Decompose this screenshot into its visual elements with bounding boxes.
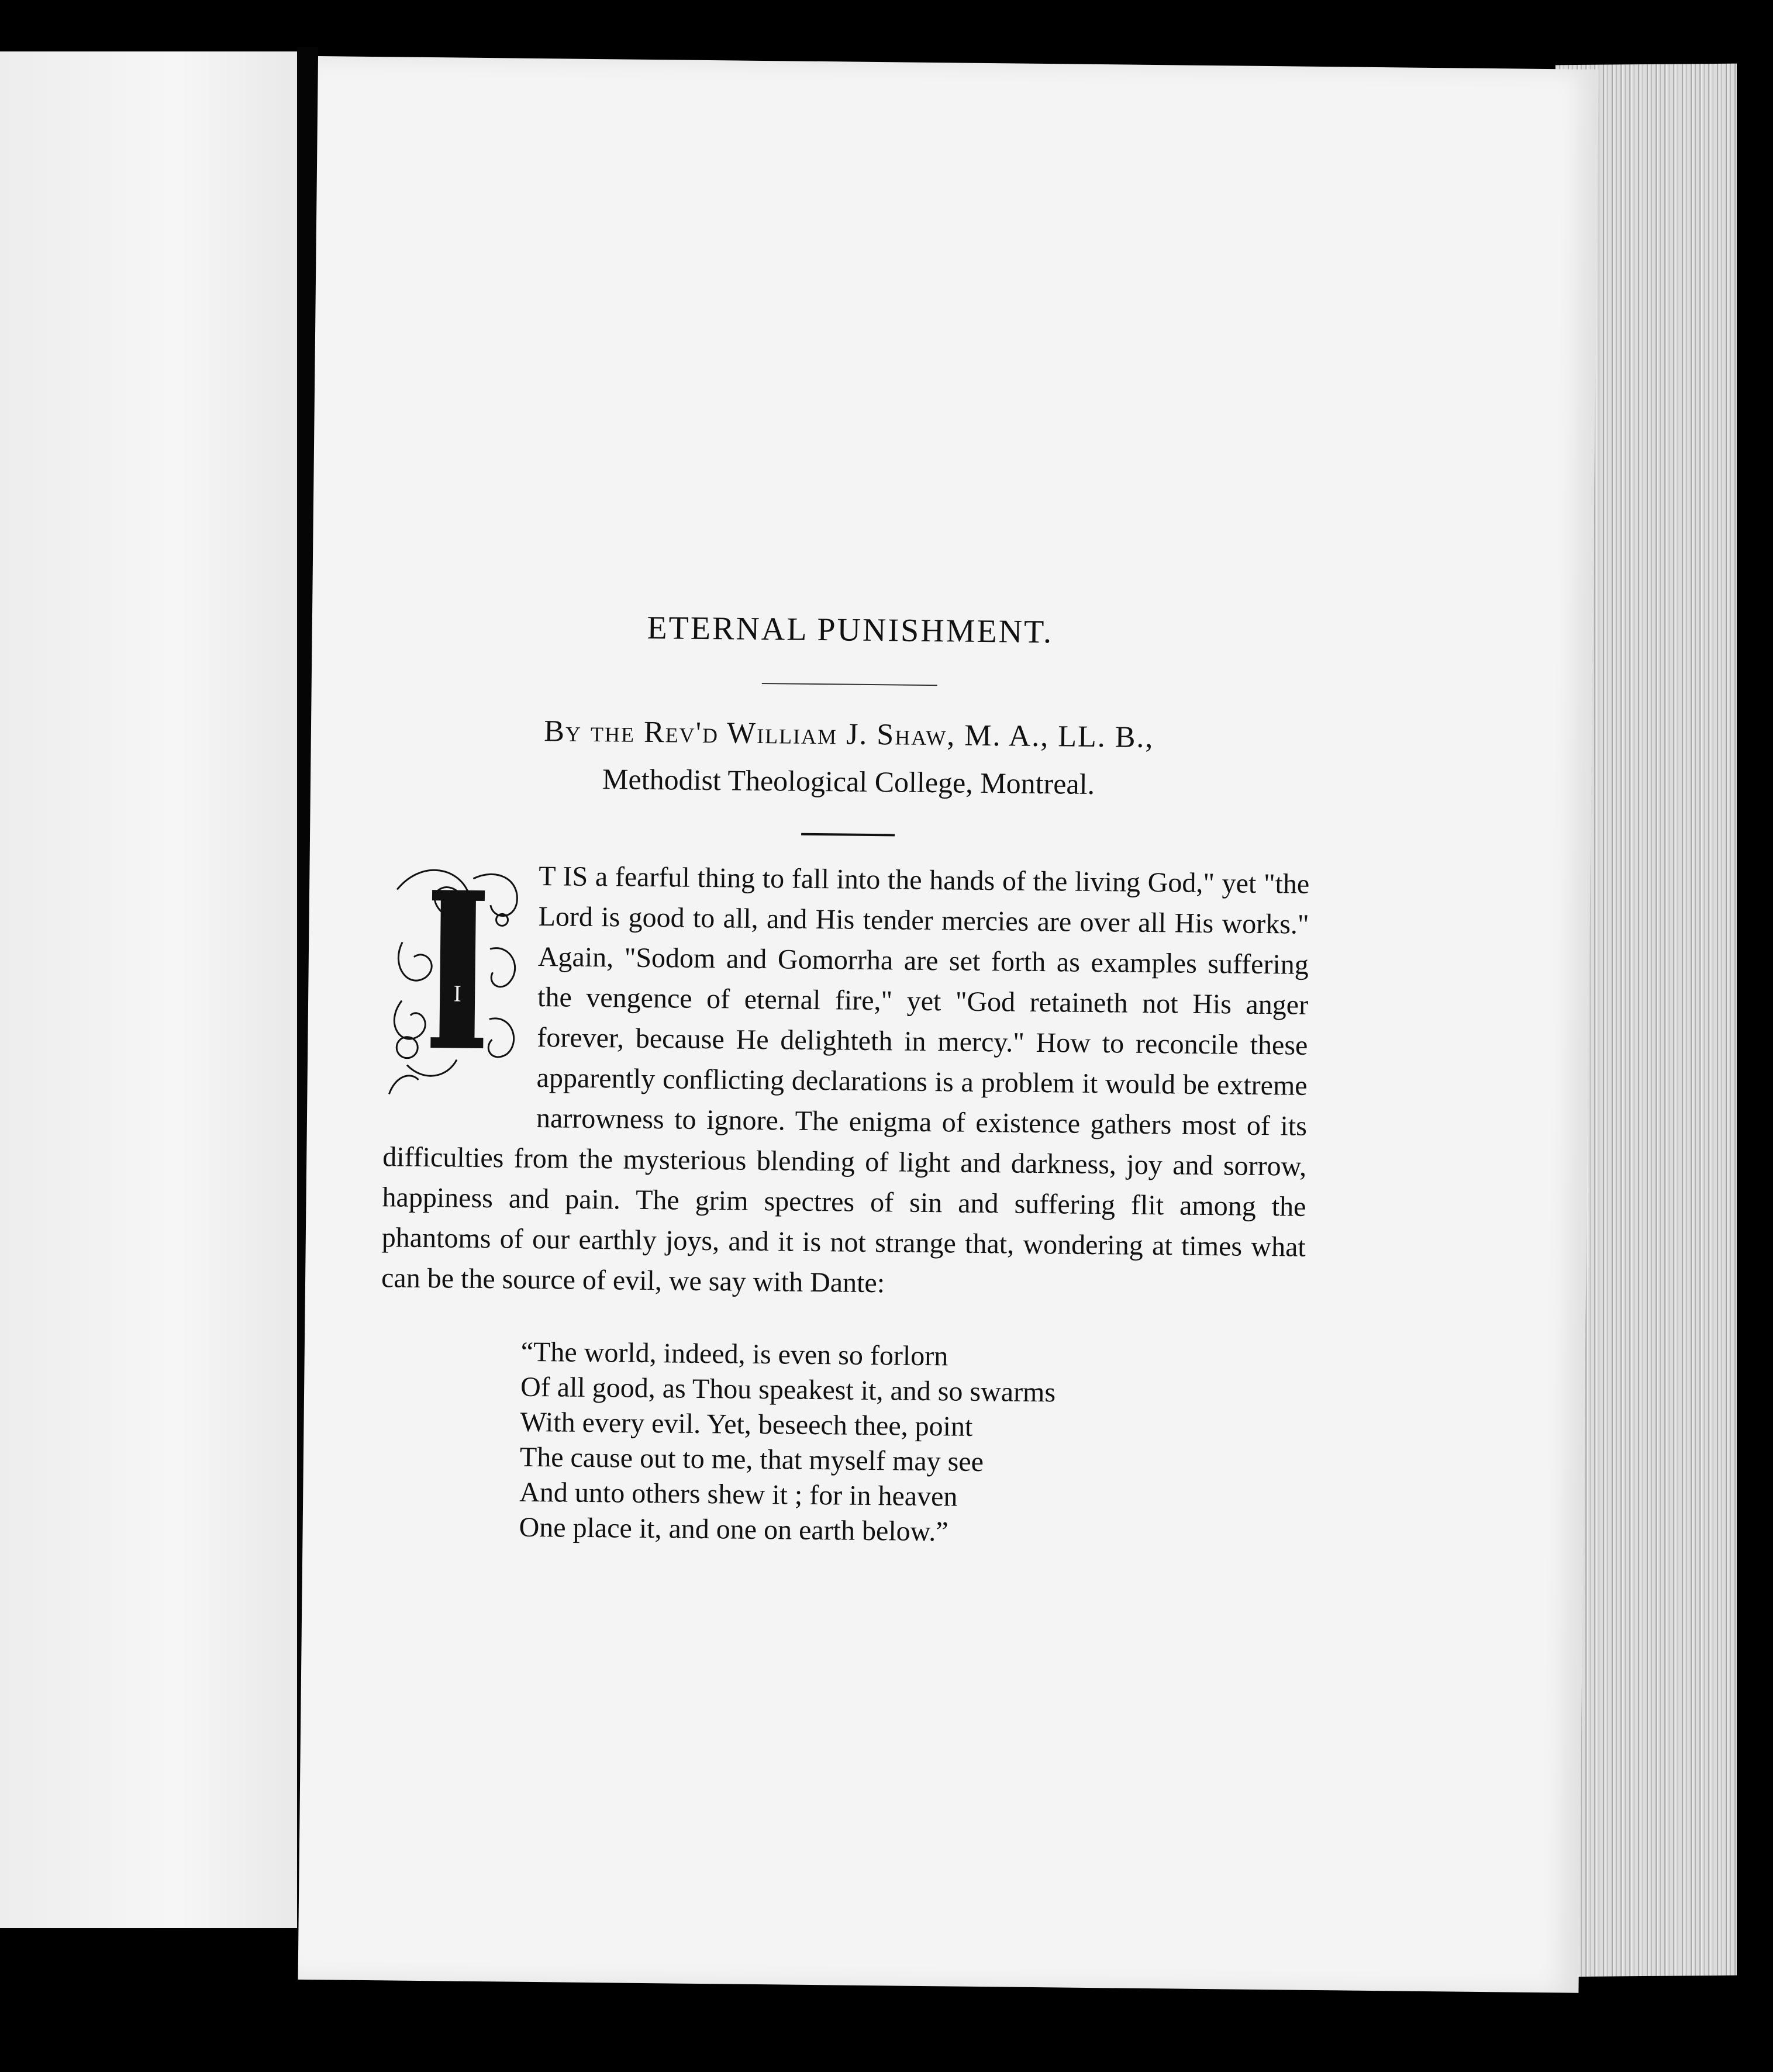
- quote-line: With every evil. Yet, beseech thee, point: [520, 1406, 973, 1442]
- article-title: ETERNAL PUNISHMENT.: [647, 609, 1054, 651]
- ornamental-drop-cap-icon: [383, 854, 532, 1101]
- section-rule: [801, 833, 895, 837]
- dante-quotation: [519, 1335, 1305, 1553]
- drop-cap-letter: I: [453, 980, 462, 1007]
- quote-line: One place it, and one on earth below.”: [519, 1511, 948, 1548]
- opening-paragraph: T IS a fearful thing to fall into the hands of the living God," yet "the Lord is good to all, and His tender mercies are over all His works." Again, "Sodom and Gomorrha are set forth as examples suffering the vengence of eternal fire," yet "God retaineth not His anger forever, because He delighteth in mercy." How to reconcile these apparently conflicting declarations is a problem it would be extreme narrowness to ignore. The enigma of existence gathers most of its difficulties from the mysterious blending of light and darkness, joy and sorrow, happiness and pain. The grim spectres of sin and suffering flit among the phantoms of our earthly joys, and it is not strange that, wondering at times what can be the source of evil, we say with Dante:: [381, 861, 1310, 1299]
- article: [378, 606, 1312, 1553]
- quote-line: “The world, indeed, is even so forlorn: [520, 1336, 948, 1372]
- quote-line: And unto others shew it ; for in heaven: [519, 1476, 958, 1512]
- author-affiliation: Methodist Theological College, Montreal.: [602, 762, 1095, 800]
- quote-line: Of all good, as Thou speakest it, and so swarms: [520, 1371, 1056, 1408]
- title-rule: [762, 683, 937, 686]
- quote-line: The cause out to me, that myself may see: [519, 1441, 984, 1478]
- right-page: [298, 56, 1599, 1993]
- body-text: [378, 854, 1309, 1553]
- left-page: [0, 51, 297, 1928]
- author-byline: By the Rev'd William J. Shaw, M. A., LL. B.,: [544, 714, 1154, 755]
